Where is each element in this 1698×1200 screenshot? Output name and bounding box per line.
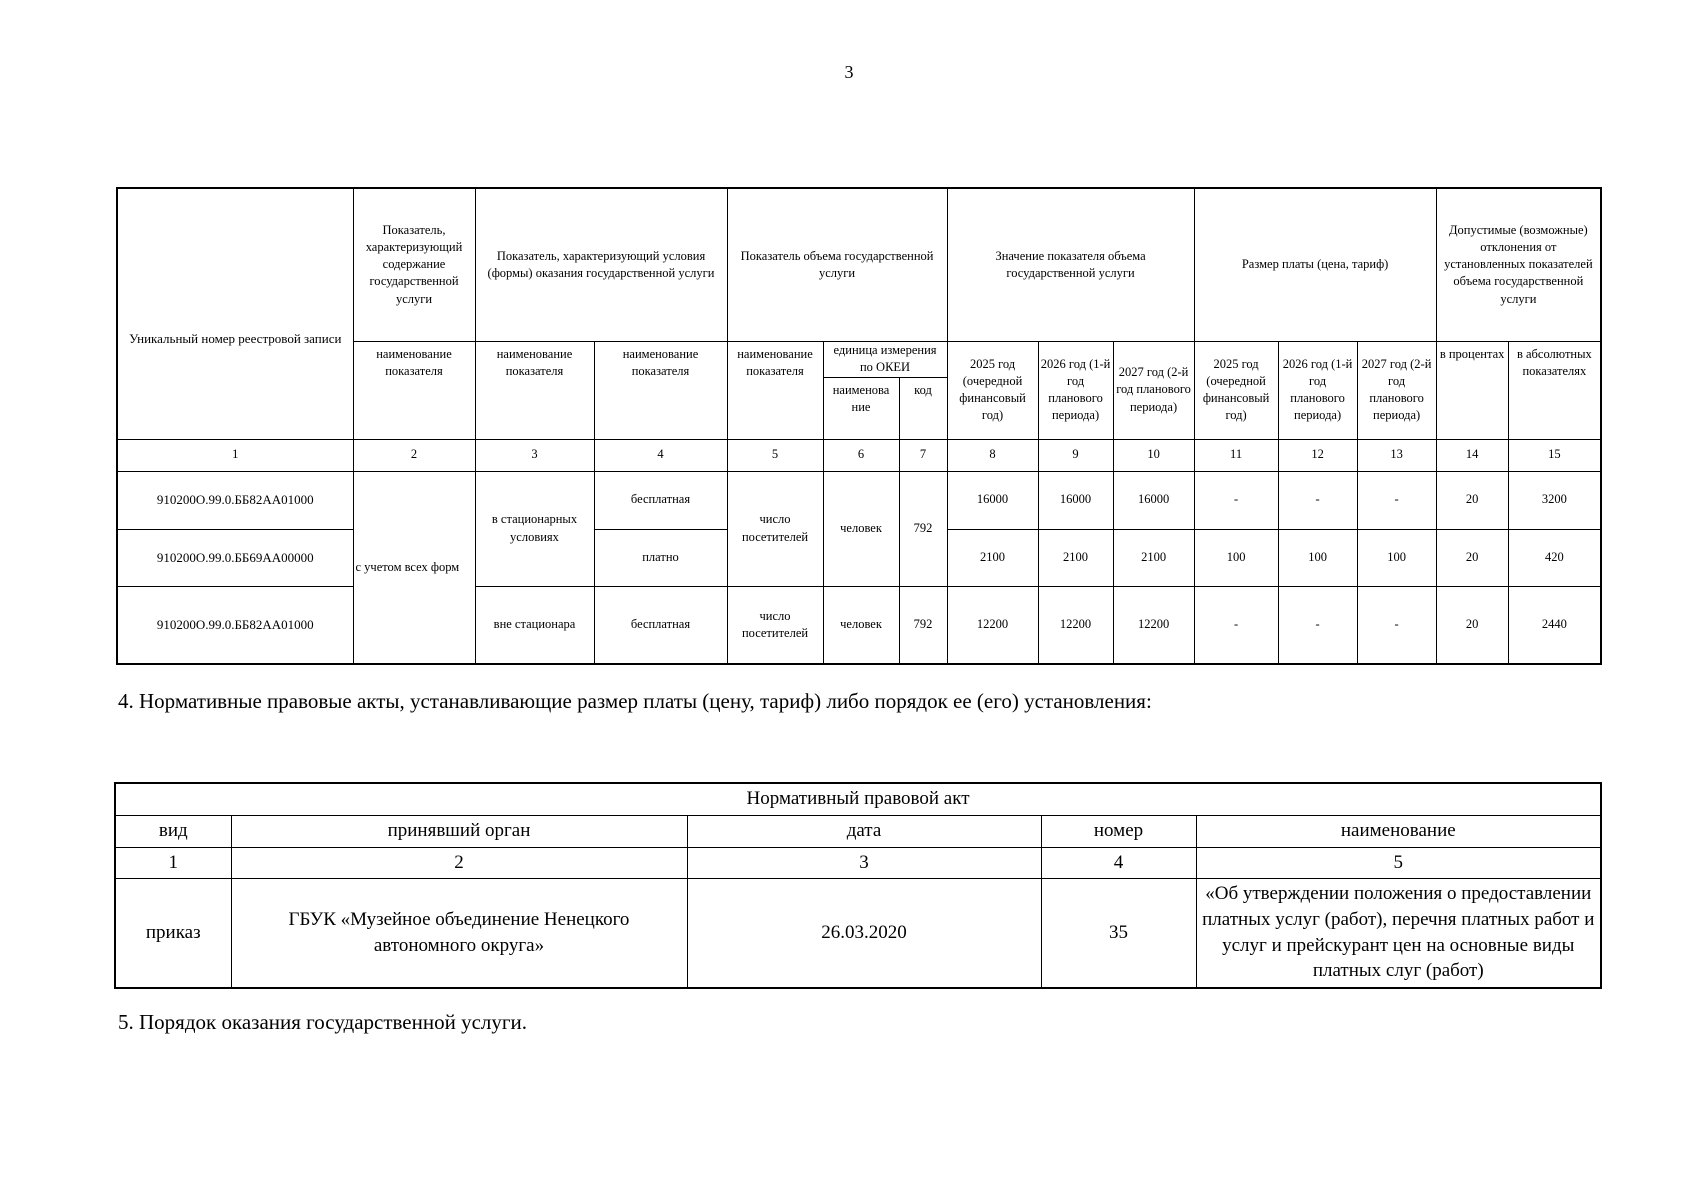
value-2027-cell: 12200	[1113, 586, 1194, 664]
column-number: 12	[1278, 439, 1357, 471]
column-number: 14	[1436, 439, 1508, 471]
header-volume-indicator: Показатель объема государственной услуги	[727, 188, 947, 341]
act-type-cell: приказ	[115, 878, 231, 988]
legal-header-date: дата	[687, 815, 1041, 847]
condition-cell: в стационарных условиях	[475, 471, 594, 586]
column-number: 5	[727, 439, 823, 471]
legal-table-title: Нормативный правовой акт	[115, 783, 1601, 815]
price-2025-cell: -	[1194, 586, 1278, 664]
header-okei-unit: единица измерения по ОКЕИ	[823, 341, 947, 377]
price-2027-cell: -	[1357, 586, 1436, 664]
header-volume-value: Значение показателя объема государственной услуги	[947, 188, 1194, 341]
column-number: 11	[1194, 439, 1278, 471]
section-4-heading: 4. Нормативные правовые акты, устанавливающие размер платы (цену, тариф) либо порядок ее (его) установления:	[118, 689, 1152, 713]
column-number: 3	[475, 439, 594, 471]
percent-cell: 20	[1436, 529, 1508, 586]
column-number: 2	[353, 439, 475, 471]
header-okei-name: наименова ние	[823, 377, 899, 439]
registry-number-cell: 910200О.99.0.ББ82АА01000	[117, 471, 353, 529]
percent-cell: 20	[1436, 586, 1508, 664]
header-in-absolute: в абсолютных показателях	[1508, 341, 1601, 439]
unit-cell: человек	[823, 471, 899, 586]
header-year-2025: 2025 год (очередной финансовый год)	[1194, 341, 1278, 439]
table-row	[117, 471, 1601, 529]
value-2025-cell: 2100	[947, 529, 1038, 586]
value-2025-cell: 16000	[947, 471, 1038, 529]
table-row	[117, 586, 1601, 664]
header-year-2027: 2027 год (2-й год планового периода)	[1357, 341, 1436, 439]
column-number: 15	[1508, 439, 1601, 471]
registry-number-cell: 910200О.99.0.ББ69АА00000	[117, 529, 353, 586]
act-date-cell: 26.03.2020	[687, 878, 1041, 988]
act-body-cell: ГБУК «Музейное объединение Ненецкого автономного округа»	[231, 878, 687, 988]
value-2025-cell: 12200	[947, 586, 1038, 664]
price-2025-cell: 100	[1194, 529, 1278, 586]
legal-header-type: вид	[115, 815, 231, 847]
act-name-cell: «Об утверждении положения о предоставлении платных услуг (работ), перечня платных работ и услуг и прейскурант цен на основные виды платных слуг (работ)	[1196, 878, 1601, 988]
condition-cell: вне стационара	[475, 586, 594, 664]
price-2026-cell: 100	[1278, 529, 1357, 586]
header-content-indicator: Показатель, характеризующий содержание государственной услуги	[353, 188, 475, 341]
header-year-2027: 2027 год (2-й год планового периода)	[1113, 341, 1194, 439]
column-number: 10	[1113, 439, 1194, 471]
column-number: 7	[899, 439, 947, 471]
header-okei-code: код	[899, 377, 947, 439]
column-number: 1	[117, 439, 353, 471]
header-in-percent: в процентах	[1436, 341, 1508, 439]
header-indicator-name: наименование показателя	[353, 341, 475, 439]
fee-form-cell: бесплатная	[594, 471, 727, 529]
column-number: 4	[594, 439, 727, 471]
unit-cell: человек	[823, 586, 899, 664]
price-2026-cell: -	[1278, 471, 1357, 529]
header-deviations: Допустимые (возможные) отклонения от установленных показателей объема государственной услуги	[1436, 188, 1601, 341]
header-year-2025: 2025 год (очередной финансовый год)	[947, 341, 1038, 439]
column-number: 1	[115, 847, 231, 878]
legal-header-number: номер	[1041, 815, 1196, 847]
percent-cell: 20	[1436, 471, 1508, 529]
column-number: 2	[231, 847, 687, 878]
header-condition-indicator: Показатель, характеризующий условия (формы) оказания государственной услуги	[475, 188, 727, 341]
table-row	[115, 878, 1601, 988]
column-number: 8	[947, 439, 1038, 471]
column-number: 4	[1041, 847, 1196, 878]
value-2026-cell: 2100	[1038, 529, 1113, 586]
value-2026-cell: 16000	[1038, 471, 1113, 529]
column-number: 13	[1357, 439, 1436, 471]
column-number: 9	[1038, 439, 1113, 471]
header-year-2026: 2026 год (1-й год планового периода)	[1278, 341, 1357, 439]
header-indicator-name: наименование показателя	[475, 341, 594, 439]
indicator-cell: число посетителей	[727, 586, 823, 664]
legal-header-name: наименование	[1196, 815, 1601, 847]
volume-indicators-table	[116, 187, 1602, 665]
absolute-cell: 2440	[1508, 586, 1601, 664]
header-registry-number: Уникальный номер реестровой записи	[117, 188, 353, 439]
act-number-cell: 35	[1041, 878, 1196, 988]
header-fee-size: Размер платы (цена, тариф)	[1194, 188, 1436, 341]
value-2026-cell: 12200	[1038, 586, 1113, 664]
code-cell: 792	[899, 471, 947, 586]
price-2027-cell: 100	[1357, 529, 1436, 586]
absolute-cell: 420	[1508, 529, 1601, 586]
column-number: 6	[823, 439, 899, 471]
fee-form-cell: платно	[594, 529, 727, 586]
price-2025-cell: -	[1194, 471, 1278, 529]
page-number: 3	[844, 62, 854, 82]
header-year-2026: 2026 год (1-й год планового периода)	[1038, 341, 1113, 439]
indicator-cell: число посетителей	[727, 471, 823, 586]
price-2026-cell: -	[1278, 586, 1357, 664]
column-number: 3	[687, 847, 1041, 878]
column-number: 5	[1196, 847, 1601, 878]
content-cell: с учетом всех форм	[353, 471, 475, 664]
legal-acts-table	[114, 782, 1602, 989]
registry-number-cell: 910200О.99.0.ББ82АА01000	[117, 586, 353, 664]
value-2027-cell: 16000	[1113, 471, 1194, 529]
header-indicator-name: наименование показателя	[727, 341, 823, 439]
header-indicator-name: наименование показателя	[594, 341, 727, 439]
fee-form-cell: бесплатная	[594, 586, 727, 664]
absolute-cell: 3200	[1508, 471, 1601, 529]
code-cell: 792	[899, 586, 947, 664]
price-2027-cell: -	[1357, 471, 1436, 529]
legal-header-body: принявший орган	[231, 815, 687, 847]
value-2027-cell: 2100	[1113, 529, 1194, 586]
section-5-heading: 5. Порядок оказания государственной услуги.	[118, 1010, 527, 1034]
